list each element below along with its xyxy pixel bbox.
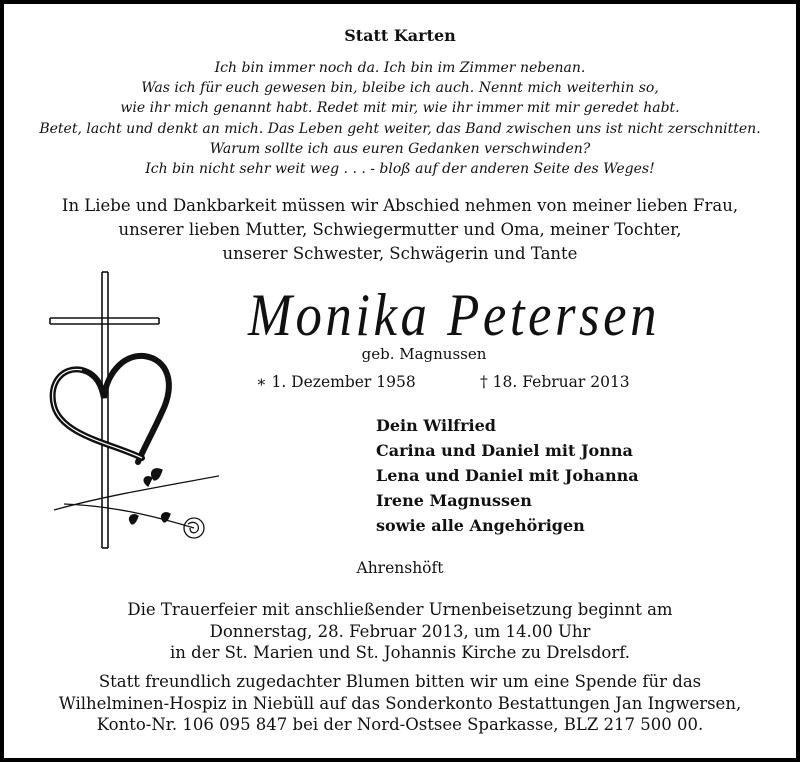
ceremony-line: in der St. Marien und St. Johannis Kirche zu Drelsdorf. <box>169 643 630 662</box>
ceremony-line: Donnerstag, 28. Februar 2013, um 14.00 Uhr <box>209 621 591 641</box>
deceased-name: Monika Petersen <box>247 282 661 348</box>
donation-line: Statt freundlich zugedachter Blumen bitten wir um eine Spende für das <box>98 672 702 691</box>
mourner: Dein Wilfried <box>376 416 496 435</box>
intro-line: unserer lieben Mutter, Schwiegermutter und Oma, meiner Tochter, <box>118 220 682 239</box>
birth-date: ∗ 1. Dezember 1958 <box>256 373 416 391</box>
heart-icon <box>53 356 169 462</box>
mourner: sowie alle Angehörigen <box>376 516 585 535</box>
donation-info <box>4 671 796 736</box>
mourner: Lena und Daniel mit Johanna <box>376 466 639 485</box>
poem-line: Betet, lacht und denkt an mich. Das Leben geht weiter, das Band zwischen uns ist nicht zerschnitten. <box>39 120 761 137</box>
poem <box>4 58 796 179</box>
intro-text <box>4 194 796 266</box>
poem-line: Ich bin immer noch da. Ich bin im Zimmer nebenan. <box>214 60 586 76</box>
maiden-name: geb. Magnussen <box>361 345 487 363</box>
cross-heart-rose-emblem <box>44 266 219 556</box>
poem-line: Was ich für euch gewesen bin, bleibe ich auch. Nennt mich weiterhin so, <box>141 80 659 97</box>
poem-line: Warum sollte ich aus euren Gedanken verschwinden? <box>209 140 591 157</box>
ceremony-line: Die Trauerfeier mit anschließender Urnenbeisetzung beginnt am <box>127 600 673 619</box>
place-name: Ahrenshöft <box>356 559 444 577</box>
ceremony-info <box>4 599 796 664</box>
donation-line: Konto-Nr. 106 095 847 bei der Nord-Ostsee Sparkasse, BLZ 217 500 00. <box>96 715 704 734</box>
mourners-list <box>376 413 639 538</box>
donation-line: Wilhelminen-Hospiz in Niebüll auf das Sonderkonto Bestattungen Jan Ingwersen, <box>58 693 742 713</box>
poem-line: Ich bin nicht sehr weit weg . . . - bloß auf der anderen Seite des Weges! <box>145 161 655 178</box>
rose-icon <box>54 464 219 538</box>
header-title: Statt Karten <box>344 26 456 45</box>
death-date: † 18. Februar 2013 <box>480 373 630 391</box>
intro-line: unserer Schwester, Schwägerin und Tante <box>222 244 578 263</box>
poem-line: wie ihr mich genannt habt. Redet mit mir, wie ihr immer mit mir geredet habt. <box>120 100 680 117</box>
mourner: Irene Magnussen <box>376 491 532 510</box>
mourner: Carina und Daniel mit Jonna <box>376 441 633 460</box>
intro-line: In Liebe und Dankbarkeit müssen wir Abschied nehmen von meiner lieben Frau, <box>61 196 739 215</box>
